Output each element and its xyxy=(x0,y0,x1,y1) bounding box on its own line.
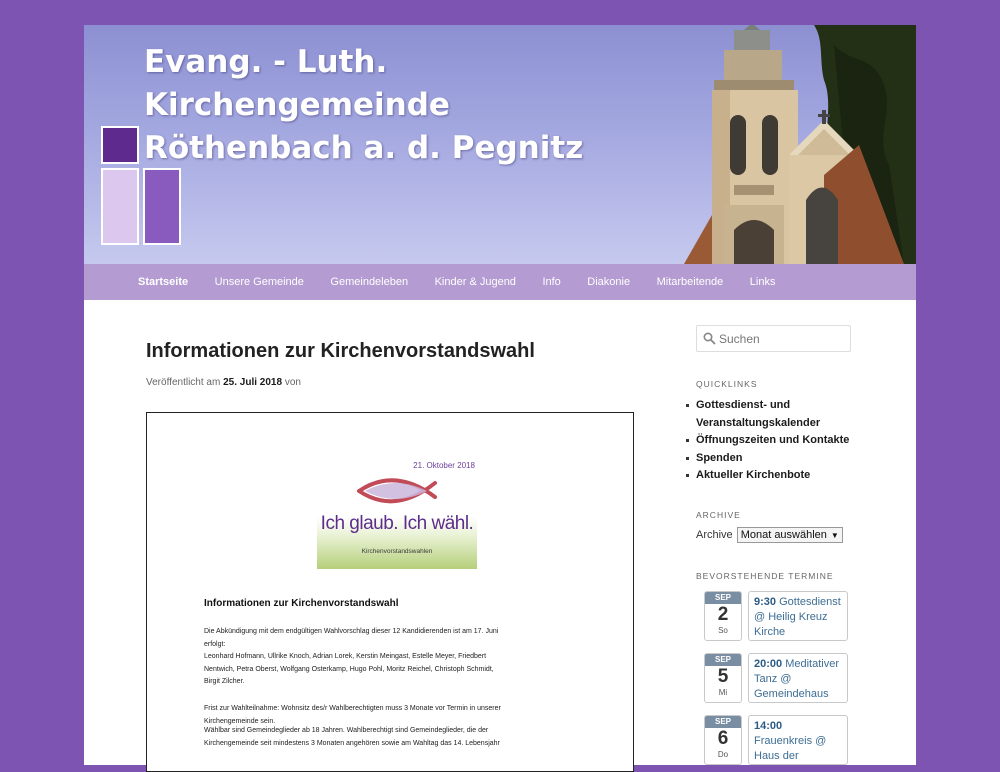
event-month: SEP xyxy=(705,592,741,604)
doc-line: Die Abkündigung mit dem endgültigen Wahlvorschlag dieser 12 Kandidierenden ist am 17. Juni xyxy=(204,628,499,635)
events-title: BEVORSTEHENDE TERMINE xyxy=(696,571,834,581)
event-weekday: So xyxy=(718,626,728,635)
event-link[interactable] xyxy=(748,591,848,641)
document-paragraph-1 xyxy=(204,626,584,689)
archive-title: ARCHIVE xyxy=(696,510,741,520)
event-day: 2 xyxy=(717,604,729,625)
event-text: Meditativer Tanz @ Gemeindehaus xyxy=(754,658,839,700)
event-month: SEP xyxy=(705,716,741,728)
event-item[interactable] xyxy=(704,712,854,764)
post-meta xyxy=(146,377,301,388)
doc-line: Kirchengemeinde seit mindestens 3 Monaten angehören sowie am Wahltag das 14. Lebensjahr xyxy=(204,739,500,747)
calendar-icon xyxy=(704,715,742,765)
archive-label: Archive xyxy=(696,529,733,541)
event-text: Frauenkreis @ Haus der xyxy=(754,735,827,762)
event-day: 6 xyxy=(717,728,729,749)
logo-date: 21. Oktober 2018 xyxy=(413,461,475,470)
decor-square-dark xyxy=(101,126,139,164)
doc-line: Kirchengemeinde sein. xyxy=(204,717,276,725)
event-day: 5 xyxy=(717,666,729,687)
event-time: 20:00 xyxy=(754,658,783,670)
nav-item-startseite[interactable]: Startseite xyxy=(138,276,189,288)
site-title-line-2: Kirchengemeinde xyxy=(144,87,450,123)
site-title xyxy=(144,41,583,170)
nav-item-links[interactable]: Links xyxy=(749,276,776,288)
site-title-line-1: Evang. - Luth. xyxy=(144,44,388,80)
search-box[interactable] xyxy=(696,325,851,352)
event-month: SEP xyxy=(705,654,741,666)
post-date-link[interactable]: 25. Juli 2018 xyxy=(223,377,283,388)
event-link[interactable] xyxy=(748,653,848,703)
quicklink-gottesdienst[interactable]: Gottesdienst- und Veranstaltungskalender xyxy=(696,397,856,432)
quicklinks-title: QUICKLINKS xyxy=(696,379,758,389)
fish-icon xyxy=(355,473,450,509)
decor-square-light xyxy=(101,168,139,245)
doc-line: Wählbar sind Gemeindeglieder ab 18 Jahren. Wahlberechtigt sind Gemeindeglieder, die der xyxy=(204,727,489,734)
document-image xyxy=(146,412,634,772)
search-input[interactable] xyxy=(719,329,844,349)
logo-subtitle: Kirchenvorstandswahlen xyxy=(361,548,433,555)
site-title-line-3: Röthenbach a. d. Pegnitz xyxy=(144,130,584,166)
meta-suffix: von xyxy=(284,377,301,388)
article xyxy=(146,340,636,388)
event-weekday: Mi xyxy=(718,688,728,697)
archive-row xyxy=(696,527,843,543)
calendar-icon xyxy=(704,653,742,703)
event-time: 14:00 xyxy=(754,720,783,732)
logo-slogan: Ich glaub. Ich wähl. xyxy=(320,513,474,534)
header-banner[interactable] xyxy=(84,25,916,264)
event-item[interactable] xyxy=(704,650,854,702)
election-logo xyxy=(317,459,477,569)
church-image xyxy=(584,25,916,264)
nav-item-gemeindeleben[interactable]: Gemeindeleben xyxy=(330,276,409,288)
doc-line: Leonhard Hofmann, Ullrike Knoch, Adrian Lorek, Kerstin Meingast, Estelle Meyer, Friedbert xyxy=(204,653,487,660)
main-navigation xyxy=(84,264,916,300)
archive-select[interactable] xyxy=(737,527,843,543)
nav-item-kinder-jugend[interactable]: Kinder & Jugend xyxy=(434,276,516,288)
quicklink-oeffnungszeiten[interactable]: Öffnungszeiten und Kontakte xyxy=(696,432,856,450)
doc-line: Birgit Zilcher. xyxy=(204,678,245,685)
post-title[interactable]: Informationen zur Kirchenvorstandswahl xyxy=(146,340,535,362)
nav-item-unsere-gemeinde[interactable]: Unsere Gemeinde xyxy=(214,276,304,288)
event-time: 9:30 xyxy=(754,596,777,608)
document-paragraph-3 xyxy=(204,725,584,750)
doc-line: Nentwich, Petra Oberst, Wolfgang Osterkamp, Hugo Pohl, Moritz Reichel, Christoph Schmidt, xyxy=(204,665,494,673)
quicklink-kirchenbote[interactable]: Aktueller Kirchenbote xyxy=(696,467,856,485)
event-text: Gottesdienst @ Heilig Kreuz Kirche xyxy=(754,596,841,638)
event-link[interactable] xyxy=(748,715,848,765)
meta-prefix: Veröffentlicht am xyxy=(146,377,221,388)
page-container xyxy=(84,25,916,765)
nav-item-info[interactable]: Info xyxy=(542,276,561,288)
decor-square-mid xyxy=(143,168,181,245)
nav-item-mitarbeitende[interactable]: Mitarbeitende xyxy=(656,276,724,288)
nav-item-diakonie[interactable]: Diakonie xyxy=(587,276,631,288)
document-heading: Informationen zur Kirchenvorstandswahl xyxy=(204,598,399,609)
calendar-icon xyxy=(704,591,742,641)
dropdown-arrow-icon: ▼ xyxy=(830,530,839,540)
doc-line: Frist zur Wahlteilnahme: Wohnsitz des/r Wahlberechtigten muss 3 Monate vor Termin in unserer xyxy=(204,705,501,712)
archive-select-value: Monat auswählen xyxy=(740,529,827,541)
doc-line: erfolgt: xyxy=(204,640,226,648)
event-item[interactable] xyxy=(704,588,854,640)
search-icon xyxy=(703,332,716,345)
quicklinks-list xyxy=(696,397,856,485)
event-weekday: Do xyxy=(717,750,729,759)
quicklink-spenden[interactable]: Spenden xyxy=(696,450,856,468)
